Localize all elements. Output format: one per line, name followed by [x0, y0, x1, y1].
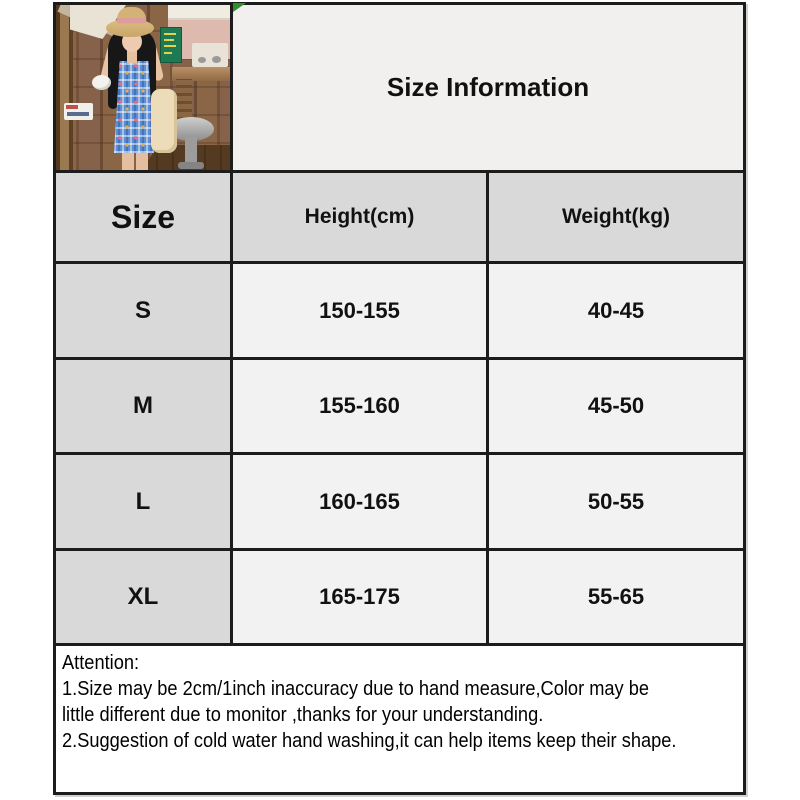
height-value-m: 155-160 — [233, 360, 486, 452]
photo-menu-sign — [160, 27, 182, 63]
height-value-s: 150-155 — [233, 264, 486, 357]
column-header-size: Size — [56, 173, 230, 261]
size-label-s: S — [56, 264, 230, 357]
model-tote-bag — [151, 89, 177, 153]
size-label-l: L — [56, 455, 230, 548]
column-header-height: Height(cm) — [233, 173, 486, 261]
photo-mirror-frame — [56, 5, 73, 170]
model-photo — [56, 5, 230, 170]
photo-shelf — [192, 43, 228, 67]
model-leg — [136, 151, 148, 170]
weight-value-l: 50-55 — [489, 455, 743, 548]
photo-awning — [168, 5, 230, 20]
attention-text-block — [62, 650, 678, 754]
attention-item-1: 1.Size may be 2cm/1inch inaccuracy due to hand measure,Color may be little different due to monitor ,thanks for your understanding. — [62, 678, 650, 726]
height-value-xl: 165-175 — [233, 551, 486, 643]
size-chart-sheet — [53, 2, 746, 795]
model-plaid-dress — [114, 61, 154, 153]
attention-note — [56, 646, 743, 792]
size-label-xl: XL — [56, 551, 230, 643]
photo-stool-stem — [185, 137, 197, 164]
attention-item-2: 2.Suggestion of cold water hand washing,it can help items keep their shape. — [62, 730, 677, 752]
height-value-l: 160-165 — [233, 455, 486, 548]
photo-plate-sign — [64, 103, 93, 120]
photo-stool-base — [178, 162, 204, 169]
attention-heading: Attention: — [62, 652, 140, 674]
weight-value-s: 40-45 — [489, 264, 743, 357]
page-title: Size Information — [233, 5, 743, 170]
column-header-weight: Weight(kg) — [489, 173, 743, 261]
weight-value-xl: 55-65 — [489, 551, 743, 643]
weight-value-m: 45-50 — [489, 360, 743, 452]
model-leg — [122, 151, 134, 170]
size-label-m: M — [56, 360, 230, 452]
model-hat-band — [117, 18, 146, 23]
model-scrunchie — [92, 75, 111, 90]
